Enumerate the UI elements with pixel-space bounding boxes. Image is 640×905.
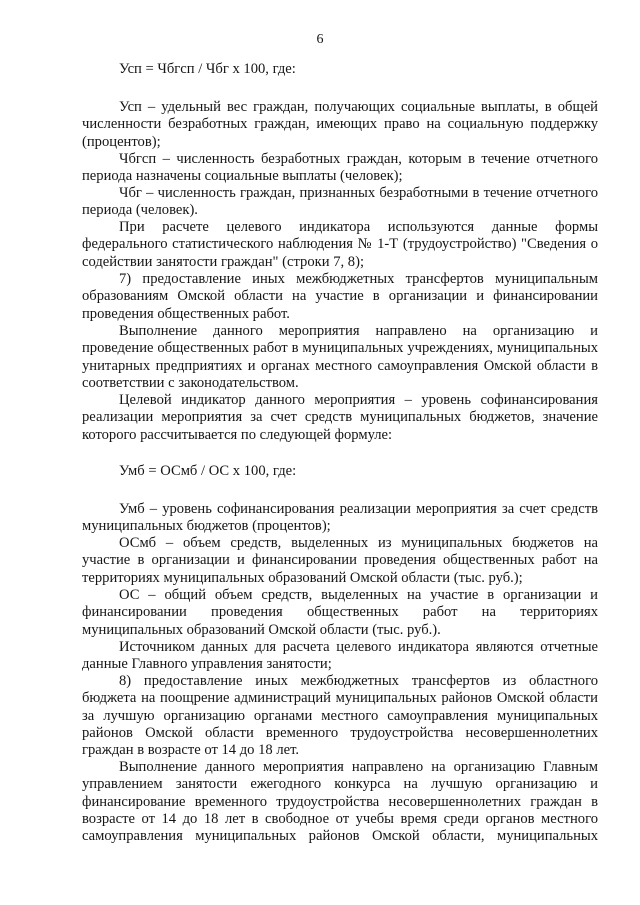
paragraph-osmb-definition: ОСмб – объем средств, выделенных из муниципальных бюджетов на участие в организации и финансировании проведения общественных работ на территориях муниципальных образований Омской области (тыс. руб.); [82, 535, 598, 586]
paragraph-item-8-purpose: Выполнение данного мероприятия направлено на организацию Главным управлением занятости ежегодного конкурса на лучшую организацию и финансирование временного трудоустройства несовершеннолетних граждан в возрасте от 14 до 18 лет в свободное от учебы время среди органов местного самоуправления муниципальных районов Омской области, муниципальных [82, 759, 598, 845]
paragraph-data-source-reports: Источником данных для расчета целевого индикатора являются отчетные данные Главного управления занятости; [82, 639, 598, 673]
paragraph-item-7-indicator: Целевой индикатор данного мероприятия – уровень софинансирования реализации мероприятия за счет средств муниципальных бюджетов, значение которого рассчитывается по следующей формуле: [82, 392, 598, 443]
paragraph-usp-definition: Усп – удельный вес граждан, получающих социальные выплаты, в общей численности безработных граждан, имеющих право на социальную поддержку (процентов); [82, 99, 598, 150]
paragraph-os-definition: ОС – общий объем средств, выделенных на участие в организации и финансировании проведения общественных работ на территориях муниципальных образований Омской области (тыс. руб.). [82, 587, 598, 638]
formula-umb: Умб = ОСмб / ОС х 100, где: [119, 463, 297, 479]
paragraph-chbgsp-definition: Чбгсп – численность безработных граждан, которым в течение отчетного периода назначены социальные выплаты (человек); [82, 151, 598, 185]
paragraph-data-source-form: При расчете целевого индикатора используются данные формы федерального статистического наблюдения № 1-Т (трудоустройство) "Сведения о содействии занятости граждан" (строки 7, 8); [82, 219, 598, 270]
paragraph-umb-definition: Умб – уровень софинансирования реализации мероприятия за счет средств муниципальных бюджетов (процентов); [82, 501, 598, 535]
paragraph-item-7: 7) предоставление иных межбюджетных трансфертов муниципальным образованиям Омской области на участие в организации и финансировании проведения общественных работ. [82, 271, 598, 322]
paragraph-item-8: 8) предоставление иных межбюджетных трансфертов из областного бюджета на поощрение администраций муниципальных районов Омской области за лучшую организацию органами местного самоуправления муниципальных районов Омской области временного трудоустройства несовершеннолетних граждан в возрасте от 14 до 18 лет. [82, 673, 598, 759]
paragraph-item-7-purpose: Выполнение данного мероприятия направлено на организацию и проведение общественных работ в муниципальных учреждениях, муниципальных унитарных предприятиях и органах местного самоуправления Омской области в соответствии с законодательством. [82, 323, 598, 391]
formula-usp: Усп = Чбгсп / Чбг х 100, где: [119, 61, 296, 77]
page-number: 6 [316, 32, 324, 47]
paragraph-chbg-definition: Чбг – численность граждан, признанных безработными в течение отчетного периода (человек). [82, 185, 598, 219]
